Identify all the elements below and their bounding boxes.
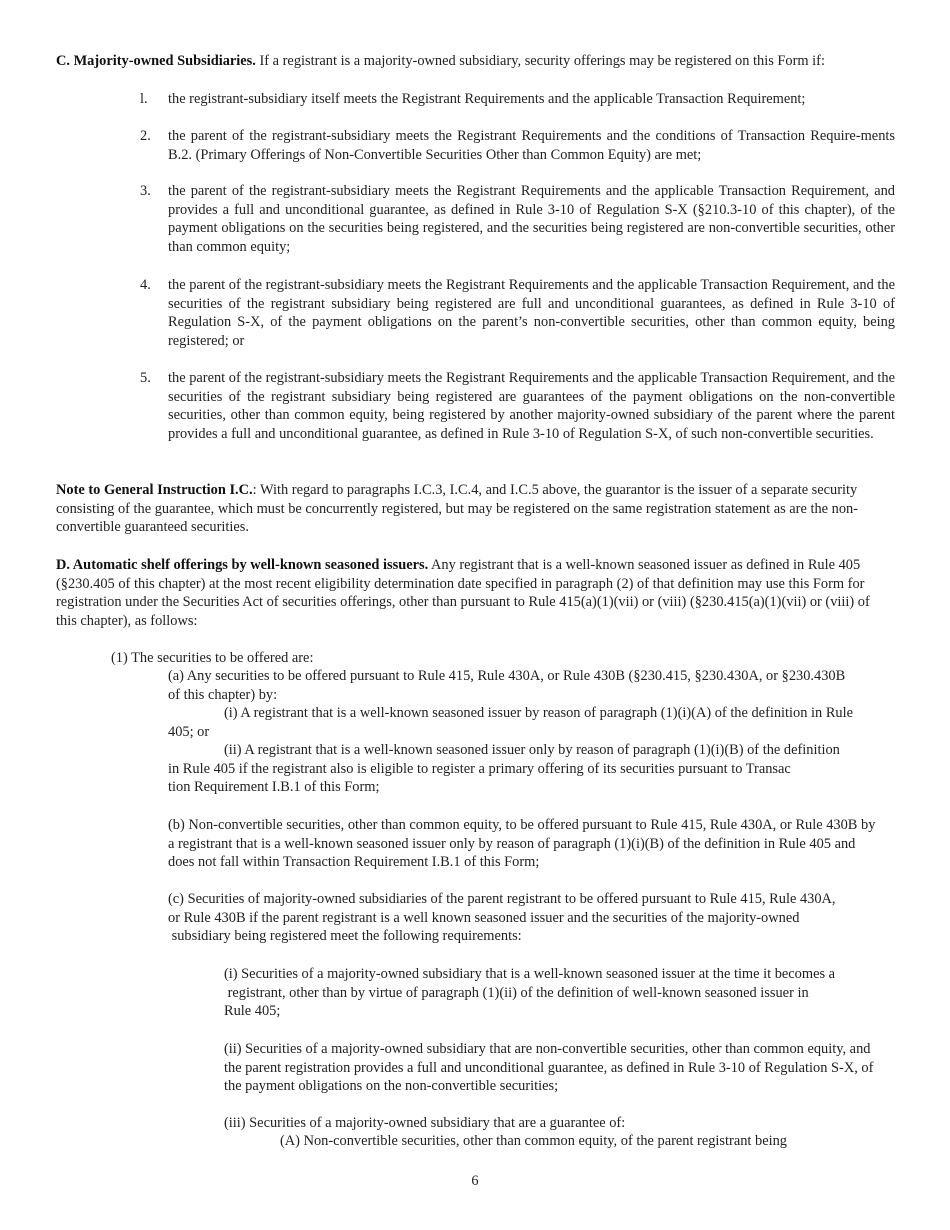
paragraph-1b: (b) Non-convertible securities, other than common equity, to be offered pursuant to Rule 415, Rule 430A, or Rule 430B by a registrant that is a well-known seasoned issuer only by reason of paragraph (1)(i)(B) of the definition in Rule 405 and does not fall within Transaction Requirement I.B.1 of this Form; [168, 817, 876, 870]
list-item-number: l. [140, 91, 148, 107]
paragraph-1c-iii-A: (A) Non-convertible securities, other than common equity, of the parent registrant being [280, 1133, 787, 1149]
note-heading: Note to General Instruction I.C. [56, 482, 253, 498]
list-item [140, 182, 895, 256]
list-item-number: 4. [140, 277, 151, 293]
paragraph-1c-i [224, 965, 894, 1021]
paragraph-1c-iii: (iii) Securities of a majority-owned subsidiary that are a guarantee of: [224, 1115, 626, 1131]
paragraph-1c-i-line: registrant, other than by virtue of paragraph (1)(ii) of the definition of well-known seasoned issuer in [224, 984, 809, 1001]
paragraph-1c-line: subsidiary being registered meet the following requirements: [168, 928, 522, 944]
list-item-text: the parent of the registrant-subsidiary meets the Registrant Requirements and the applicable Transaction Requirement, and the securities of the registrant subsidiary being registered are guarantees of the payment obligations on the non-convertible securities, other than common equity, being registered by another majority-owned subsidiary of the parent where the parent provides a full and unconditional guarantee, as defined in Rule 3-10 of Regulation S-X, of such non-convertible securities. [168, 370, 895, 442]
list-item [140, 127, 895, 164]
paragraph-1: (1) The securities to be offered are: [111, 650, 314, 666]
list-item-number: 2. [140, 128, 151, 144]
section-c-heading: C. Majority-owned Subsidiaries. [56, 53, 256, 69]
section-d-heading: D. Automatic shelf offerings by well-known seasoned issuers. [56, 557, 429, 573]
paragraph-1c-ii: (ii) Securities of a majority-owned subsidiary that are non-convertible securities, other than common equity, and the parent registration provides a full and unconditional guarantee, as defined in Rule 3-10 of Regulation S-X, of the payment obligations on the non-convertible securities; [224, 1041, 874, 1094]
section-c-intro [56, 52, 916, 71]
paragraph-1c-i-line: (i) Securities of a majority-owned subsidiary that is a well-known seasoned issuer at the time it becomes a [224, 966, 836, 982]
list-item-text: the parent of the registrant-subsidiary meets the Registrant Requirements and the applicable Transaction Requirement, and the securities of the registrant subsidiary being registered are full and unconditional guarantees, as defined in Rule 3-10 of Regulation S-X, of the payment obligations on the parent’s non-convertible securities, other than common equity, being registered; or [168, 277, 895, 349]
list-item-text: the parent of the registrant-subsidiary meets the Registrant Requirements and the conditions of Transaction Require-ments B.2. (Primary Offerings of Non-Convertible Securities Other than Common Equity) are met; [168, 128, 895, 163]
paragraph-1a-i: (i) A registrant that is a well-known seasoned issuer by reason of paragraph (1)(i)(A) of the definition in Rule 405; or [168, 705, 854, 740]
paragraph-1c-line: (c) Securities of majority-owned subsidiaries of the parent registrant to be offered pursuant to Rule 415, Rule 430A, [168, 891, 836, 907]
paragraph-1a-ii [168, 741, 898, 797]
section-d-intro-text: Any registrant that is a well-known seasoned issuer as defined in Rule 405 (§230.405 of this chapter) at the most recent eligibility determination date specified in paragraph (2) of that definition may use this Form for registration under the Securities Act of securities offerings, other than pursuant to Rule 415(a)(1)(vii) or (viii) (§230.415(a)(1)(vii) or (viii) of this chapter), as follows: [56, 557, 870, 629]
list-item [140, 90, 895, 109]
general-instruction-note [56, 481, 886, 537]
list-item [140, 369, 895, 443]
paragraph-1c-line: or Rule 430B if the parent registrant is a well known seasoned issuer and the securities of the majority-owned [168, 909, 800, 926]
paragraph-1c-i-line: Rule 405; [224, 1003, 281, 1019]
list-item [140, 276, 895, 350]
paragraph-1a-ii-line: in Rule 405 if the registrant also is eligible to register a primary offering of its securities pursuant to Transac [168, 760, 791, 777]
paragraph-1a-ii-line: tion Requirement I.B.1 of this Form; [168, 779, 380, 795]
paragraph-1c [168, 890, 898, 946]
list-item-number: 3. [140, 183, 151, 199]
paragraph-1a: (a) Any securities to be offered pursuant to Rule 415, Rule 430A, or Rule 430B (§230.415, §230.430A, or §230.430B of this chapter) by: [168, 668, 846, 703]
list-item-text: the registrant-subsidiary itself meets the Registrant Requirements and the applicable Transaction Requirement; [168, 91, 806, 107]
page-number: 6 [471, 1173, 479, 1189]
list-item-number: 5. [140, 370, 151, 386]
section-c-intro-text: If a registrant is a majority-owned subsidiary, security offerings may be registered on this Form if: [255, 53, 825, 69]
paragraph-1a-ii-line: (ii) A registrant that is a well-known seasoned issuer only by reason of paragraph (1)(i)(B) of the definition [224, 742, 840, 758]
note-text: : With regard to paragraphs I.C.3, I.C.4, and I.C.5 above, the guarantor is the issuer of a separate security consisting of the guarantee, which must be concurrently registered, but may be registered on the same registration statement as are the non-convertible guaranteed securities. [56, 482, 859, 535]
list-item-text: the parent of the registrant-subsidiary meets the Registrant Requirements and the applicable Transaction Requirement, and provides a full and unconditional guarantee, as defined in Rule 3-10 of Regulation S-X (§210.3-10 of this chapter), of the payment obligations on the securities being registered, and the securities being registered are non-convertible securities, other than common equity; [168, 183, 895, 255]
section-d-intro [56, 556, 886, 630]
